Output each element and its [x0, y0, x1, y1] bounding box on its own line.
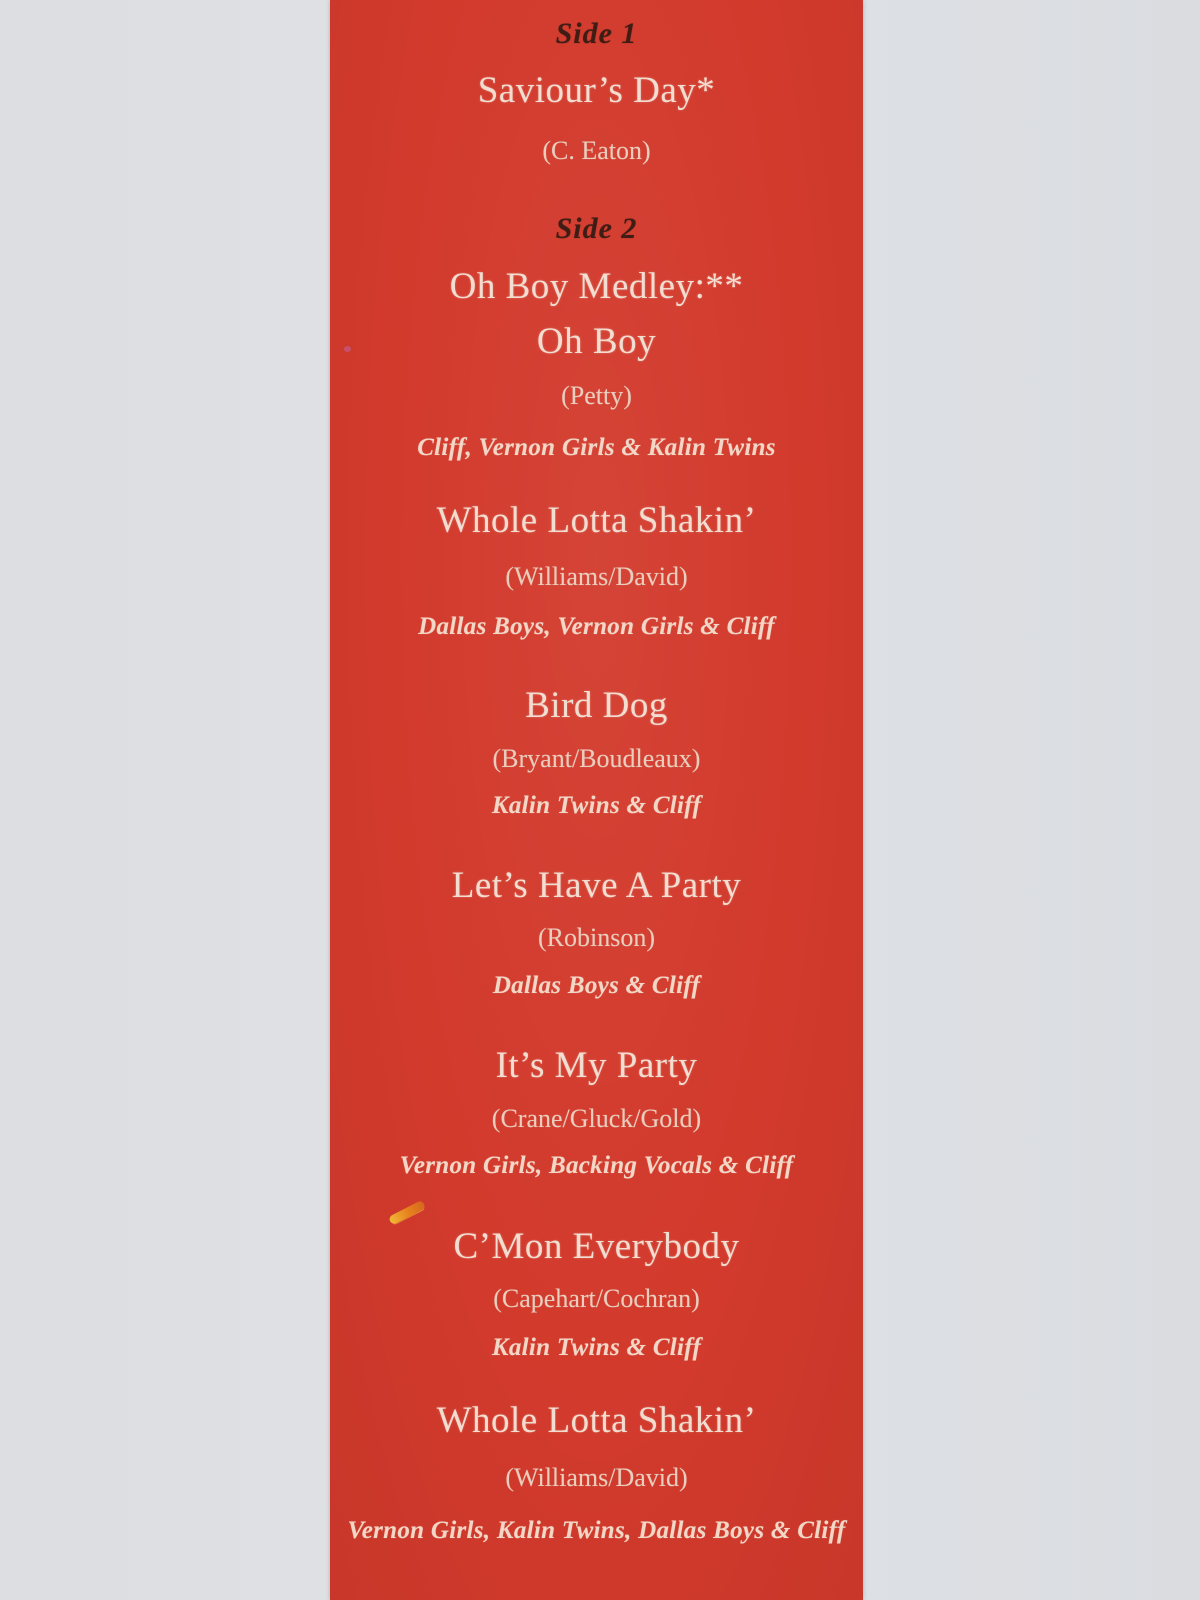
track-title: Whole Lotta Shakin’	[436, 500, 757, 541]
track-title: Whole Lotta Shakin’	[436, 1400, 757, 1441]
pink-dot-artifact	[344, 346, 351, 352]
track-title: Let’s Have A Party	[451, 865, 742, 906]
track-composer: (Williams/David)	[505, 1463, 688, 1492]
track-performers: Kalin Twins & Cliff	[491, 792, 702, 819]
medley-title: Oh Boy Medley:**	[449, 266, 744, 307]
track-composer: (Robinson)	[538, 923, 655, 952]
track-title: Bird Dog	[525, 685, 668, 726]
track-composer: (Capehart/Cochran)	[493, 1284, 700, 1313]
track-composer: (Bryant/Boudleaux)	[492, 744, 701, 773]
track-composer: (Petty)	[561, 381, 632, 410]
red-sleeve-panel	[330, 0, 863, 1600]
orange-smudge-artifact	[388, 1200, 426, 1225]
track-performers: Cliff, Vernon Girls & Kalin Twins	[417, 434, 776, 461]
track-performers: Kalin Twins & Cliff	[491, 1334, 702, 1361]
side2-heading: Side 2	[555, 212, 638, 245]
side1-heading: Side 1	[555, 17, 638, 50]
track-title: C’Mon Everybody	[453, 1226, 740, 1267]
track-performers: Dallas Boys & Cliff	[492, 972, 701, 999]
track-title: Oh Boy	[536, 321, 657, 362]
track-title: It’s My Party	[495, 1045, 698, 1086]
side1-track-title: Saviour’s Day*	[477, 70, 716, 111]
track-performers: Vernon Girls, Backing Vocals & Cliff	[399, 1152, 794, 1179]
side1-track-composer: (C. Eaton)	[542, 136, 651, 165]
track-performers: Vernon Girls, Kalin Twins, Dallas Boys & Cliff	[347, 1517, 846, 1544]
track-composer: (Williams/David)	[505, 562, 688, 591]
track-composer: (Crane/Gluck/Gold)	[491, 1104, 702, 1133]
track-performers: Dallas Boys, Vernon Girls & Cliff	[418, 613, 775, 640]
